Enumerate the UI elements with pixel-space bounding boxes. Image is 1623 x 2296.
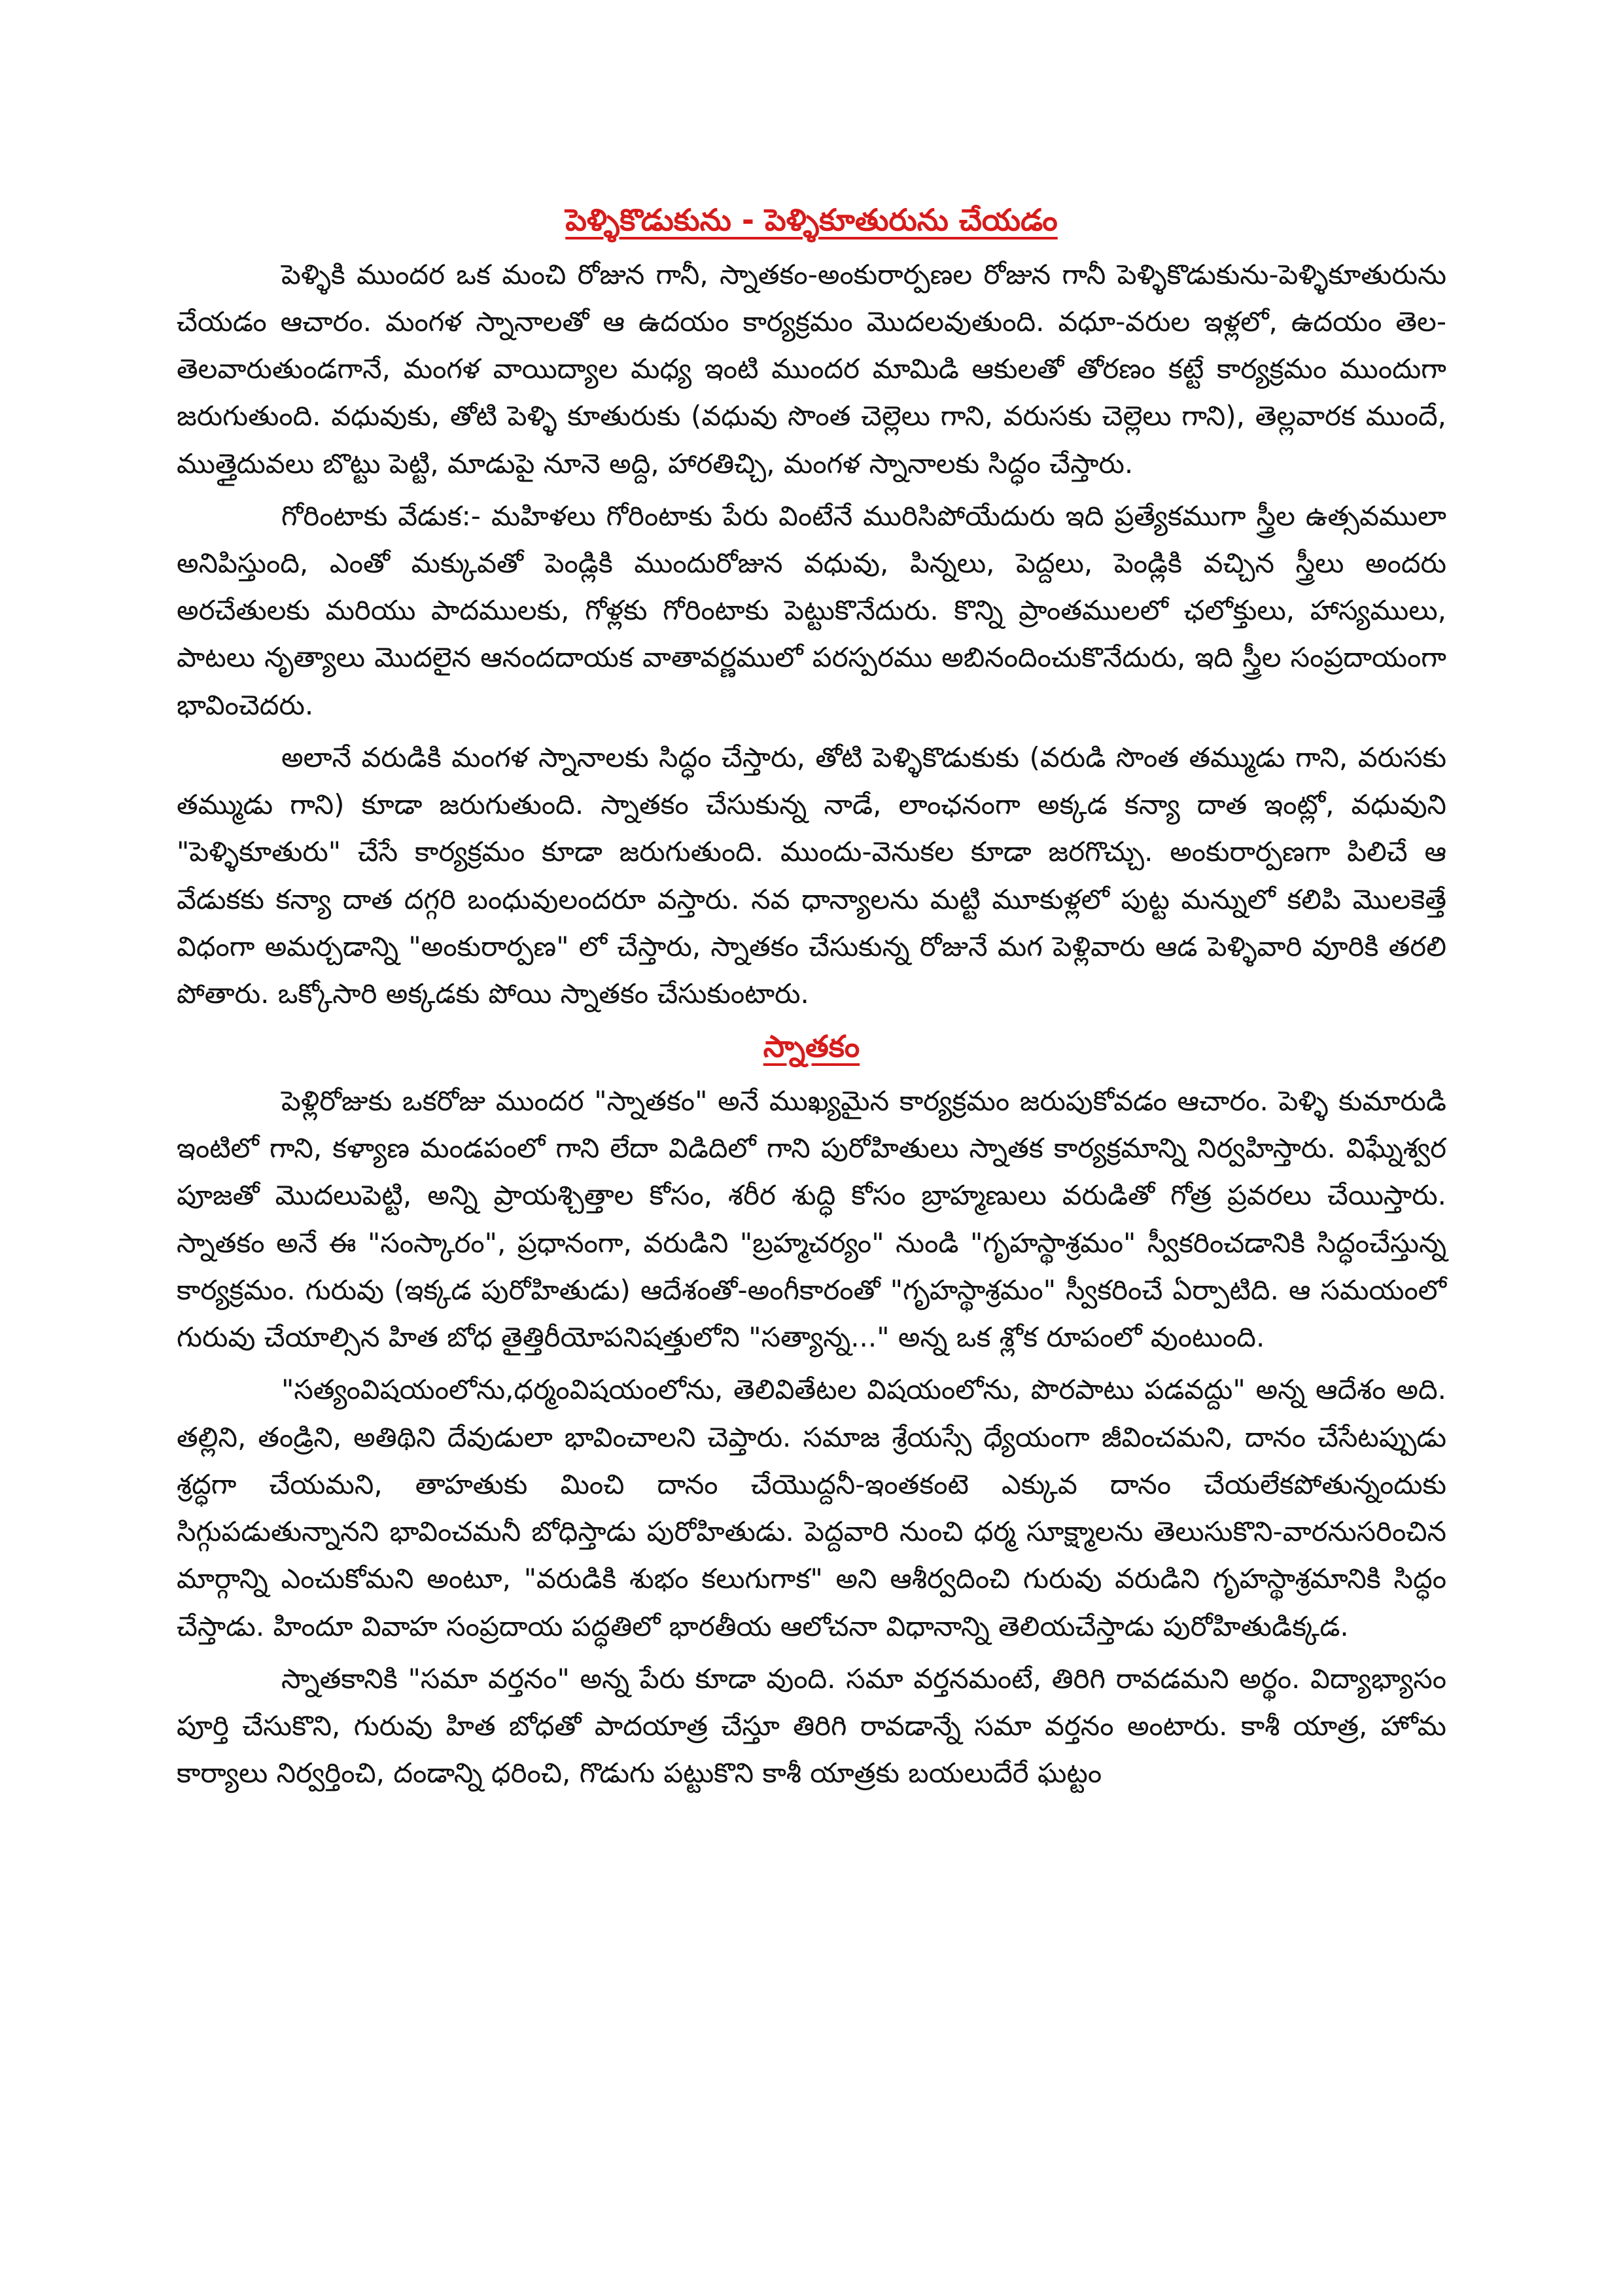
paragraph-sama-vartanam: స్నాతకానికి "సమా వర్తనం" అన్న పేరు కూడా వుంది. సమా వర్తనమంటే, తిరిగి రావడమని అర్థం. విద్యాభ్యాసం పూర్తి చేసుకొని, గురువు హిత బోధతో పాదయాత్ర చేస్తూ తిరిగి రావడాన్నే సమా వర్తనం అంటారు. కాశీ యాత్ర, హోమ కార్యాలు నిర్వర్తించి, దండాన్ని ధరించి, గొడుగు పట్టుకొని కాశీ యాత్రకు బయలుదేరే ఘట్టం — [177, 1662, 1446, 1790]
page-title: పెళ్ళికొడుకును - పెళ్ళికూతురును చేయడం — [565, 202, 1058, 238]
paragraph-advice: "సత్యంవిషయంలోను,ధర్మంవిషయంలోను, తెలివితేటల విషయంలోను, పొరపాటు పడవద్దు" అన్న ఆదేశం అది. తల్లిని, తండ్రిని, అతిథిని దేవుడులా భావించాలని చెప్తారు. సమాజ శ్రేయస్సే ధ్యేయంగా జీవించమని, దానం చేసేటప్పుడు శ్రద్ధగా చేయమని, తాహతుకు మించి దానం చేయొద్దనీ-ఇంతకంటె ఎక్కువ దానం చేయలేకపోతున్నందుకు సిగ్గుపడుతున్నానని భావించమనీ బోధిస్తాడు పురోహితుడు. పెద్దవారి నుంచి ధర్మ సూక్ష్మాలను తెలుసుకొని-వారనుసరించిన మార్గాన్ని ఎంచుకోమని అంటూ, "వరుడికి శుభం కలుగుగాక" అని ఆశీర్వదించి గురువు వరుడిని గృహస్థాశ్రమానికి సిద్ధం చేస్తాడు. హిందూ వివాహ సంప్రదాయ పద్ధతిలో భారతీయ ఆలోచనా విధానాన్ని తెలియచేస్తాడు పురోహితుడిక్కడ. — [177, 1373, 1446, 1642]
section-title: స్నాతకం — [763, 1029, 860, 1065]
paragraph-groom: అలానే వరుడికి మంగళ స్నానాలకు సిద్ధం చేస్తారు, తోటి పెళ్ళికొడుకుకు (వరుడి సొంత తమ్ముడు గాని, వరుసకు తమ్ముడు గాని) కూడా జరుగుతుంది. స్నాతకం చేసుకున్న నాడే, లాంఛనంగా అక్కడ కన్యా దాత ఇంట్లో, వధువుని "పెళ్ళికూతురు" చేసే కార్యక్రమం కూడా జరుగుతుంది. ముందు-వెనుకల కూడా జరగొచ్చు. అంకురార్పణగా పిలిచే ఆ వేడుకకు కన్యా దాత దగ్గరి బంధువులందరూ వస్తారు. నవ ధాన్యాలను మట్టి మూకుళ్లలో పుట్ట మన్నులో కలిపి మొలకెత్తే విధంగా అమర్చడాన్ని "అంకురార్పణ" లో చేస్తారు, స్నాతకం చేసుకున్న రోజునే మగ పెళ్లివారు ఆడ పెళ్ళివారి వూరికి తరలి పోతారు. ఒక్కోసారి అక్కడకు పోయి స్నాతకం చేసుకుంటారు. — [177, 741, 1446, 1010]
paragraph-gorintaku: గోరింటాకు వేడుక:- మహిళలు గోరింటాకు పేరు వింటేనే మురిసిపోయేదురు ఇది ప్రత్యేకముగా స్త్రీల ఉత్సవములా అనిపిస్తుంది, ఎంతో మక్కువతో పెండ్లికి ముందురోజున వధువు, పిన్నలు, పెద్దలు, పెండ్లికి వచ్చిన స్త్రీలు అందరు అరచేతులకు మరియు పాదములకు, గోళ్లకు గోరింటాకు పెట్టుకొనేదురు. కొన్ని ప్రాంతములలో ఛలోక్తులు, హాస్యములు, పాటలు నృత్యాలు మొదలైన ఆనందదాయక వాతావర్ణములో పరస్పరము అబినందించుకొనేదురు, ఇది స్త్రీల సంప్రదాయంగా భావించెదరు. — [177, 499, 1446, 721]
paragraph-intro: పెళ్ళికి ముందర ఒక మంచి రోజున గానీ, స్నాతకం-అంకురార్పణల రోజున గానీ పెళ్ళికొడుకును-పెళ్ళికూతురును చేయడం ఆచారం. మంగళ స్నానాలతో ఆ ఉదయం కార్యక్రమం మొదలవుతుంది. వధూ-వరుల ఇళ్లలో, ఉదయం తెల-తెలవారుతుండగానే, మంగళ వాయిద్యాల మధ్య ఇంటి ముందర మామిడి ఆకులతో తోరణం కట్టే కార్యక్రమం ముందుగా జరుగుతుంది. వధువుకు, తోటి పెళ్ళి కూతురుకు (వధువు సొంత చెల్లెలు గాని, వరుసకు చెల్లెలు గాని), తెల్లవారక ముందే, ముత్తైదువలు బొట్టు పెట్టి, మాడుపై నూనె అద్ది, హారతిచ్చి, మంగళ స్నానాలకు సిద్ధం చేస్తారు. — [177, 258, 1446, 480]
paragraph-snatakam: పెళ్లిరోజుకు ఒకరోజు ముందర "స్నాతకం" అనే ముఖ్యమైన కార్యక్రమం జరుపుకోవడం ఆచారం. పెళ్ళి కుమారుడి ఇంటిలో గాని, కళ్యాణ మండపంలో గాని లేదా విడిదిలో గాని పురోహితులు స్నాతక కార్యక్రమాన్ని నిర్వహిస్తారు. విఘ్నేశ్వర పూజతో మొదలుపెట్టి, అన్ని ప్రాయశ్చిత్తాల కోసం, శరీర శుద్ధి కోసం బ్రాహ్మణులు వరుడితో గోత్ర ప్రవరలు చేయిస్తారు. స్నాతకం అనే ఈ "సంస్కారం", ప్రధానంగా, వరుడిని "బ్రహ్మచర్యం" నుండి "గృహస్థాశ్రమం" స్వీకరించడానికి సిద్ధంచేస్తున్న కార్యక్రమం. గురువు (ఇక్కడ పురోహితుడు) ఆదేశంతో-అంగీకారంతో "గృహస్థాశ్రమం" స్వీకరించే ఏర్పాటిది. ఆ సమయంలో గురువు చేయాల్సిన హిత బోధ తైత్తిరీయోపనిషత్తులోని "సత్యాన్న..." అన్న ఒక శ్లోక రూపంలో వుంటుంది. — [177, 1084, 1446, 1354]
